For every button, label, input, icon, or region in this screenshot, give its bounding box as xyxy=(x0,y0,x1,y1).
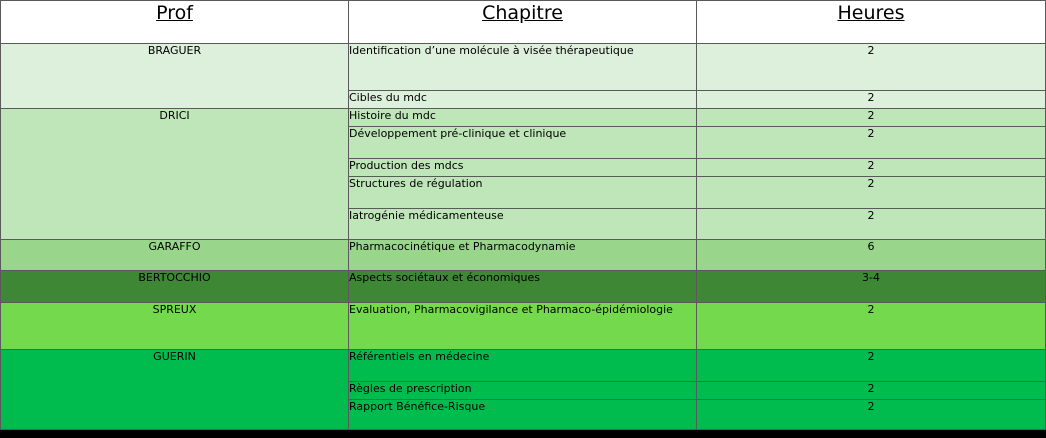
heures-cell: 2 xyxy=(697,350,1046,382)
chapitre-cell: Production des mdcs xyxy=(349,159,697,177)
prof-cell: DRICI xyxy=(1,109,349,240)
header-prof: Prof xyxy=(1,1,349,44)
table-row xyxy=(1,109,1046,127)
prof-cell: SPREUX xyxy=(1,303,349,350)
heures-cell: 2 xyxy=(697,44,1046,91)
chapitre-cell: Histoire du mdc xyxy=(349,109,697,127)
heures-cell: 2 xyxy=(697,209,1046,240)
heures-cell: 2 xyxy=(697,303,1046,350)
prof-cell: GUERIN xyxy=(1,350,349,430)
heures-cell: 2 xyxy=(697,91,1046,109)
chapitre-cell: Développement pré-clinique et clinique xyxy=(349,127,697,159)
table-row xyxy=(1,240,1046,271)
table-row xyxy=(1,44,1046,91)
header-row xyxy=(1,1,1046,44)
table-row xyxy=(1,303,1046,350)
chapitre-cell: Pharmacocinétique et Pharmacodynamie xyxy=(349,240,697,271)
heures-cell: 3-4 xyxy=(697,271,1046,303)
table-row xyxy=(1,350,1046,382)
prof-cell: BERTOCCHIO xyxy=(1,271,349,303)
heures-cell: 2 xyxy=(697,159,1046,177)
heures-cell: 2 xyxy=(697,382,1046,400)
header-heures: Heures xyxy=(697,1,1046,44)
chapitre-cell: Règles de prescription xyxy=(349,382,697,400)
prof-cell: BRAGUER xyxy=(1,44,349,109)
chapitre-cell: Cibles du mdc xyxy=(349,91,697,109)
heures-cell: 6 xyxy=(697,240,1046,271)
header-chapitre: Chapitre xyxy=(349,1,697,44)
heures-cell: 2 xyxy=(697,109,1046,127)
chapitre-cell: Identification d’une molécule à visée thérapeutique xyxy=(349,44,697,91)
chapitre-cell: Iatrogénie médicamenteuse xyxy=(349,209,697,240)
heures-cell: 2 xyxy=(697,177,1046,209)
chapitre-cell: Structures de régulation xyxy=(349,177,697,209)
chapitre-cell: Evaluation, Pharmacovigilance et Pharmaco-épidémiologie xyxy=(349,303,697,350)
heures-cell: 2 xyxy=(697,400,1046,430)
chapitre-cell: Rapport Bénéfice-Risque xyxy=(349,400,697,430)
prof-cell: GARAFFO xyxy=(1,240,349,271)
heures-cell: 2 xyxy=(697,127,1046,159)
chapitre-cell: Référentiels en médecine xyxy=(349,350,697,382)
chapitre-cell: Aspects sociétaux et économiques xyxy=(349,271,697,303)
table-row xyxy=(1,271,1046,303)
